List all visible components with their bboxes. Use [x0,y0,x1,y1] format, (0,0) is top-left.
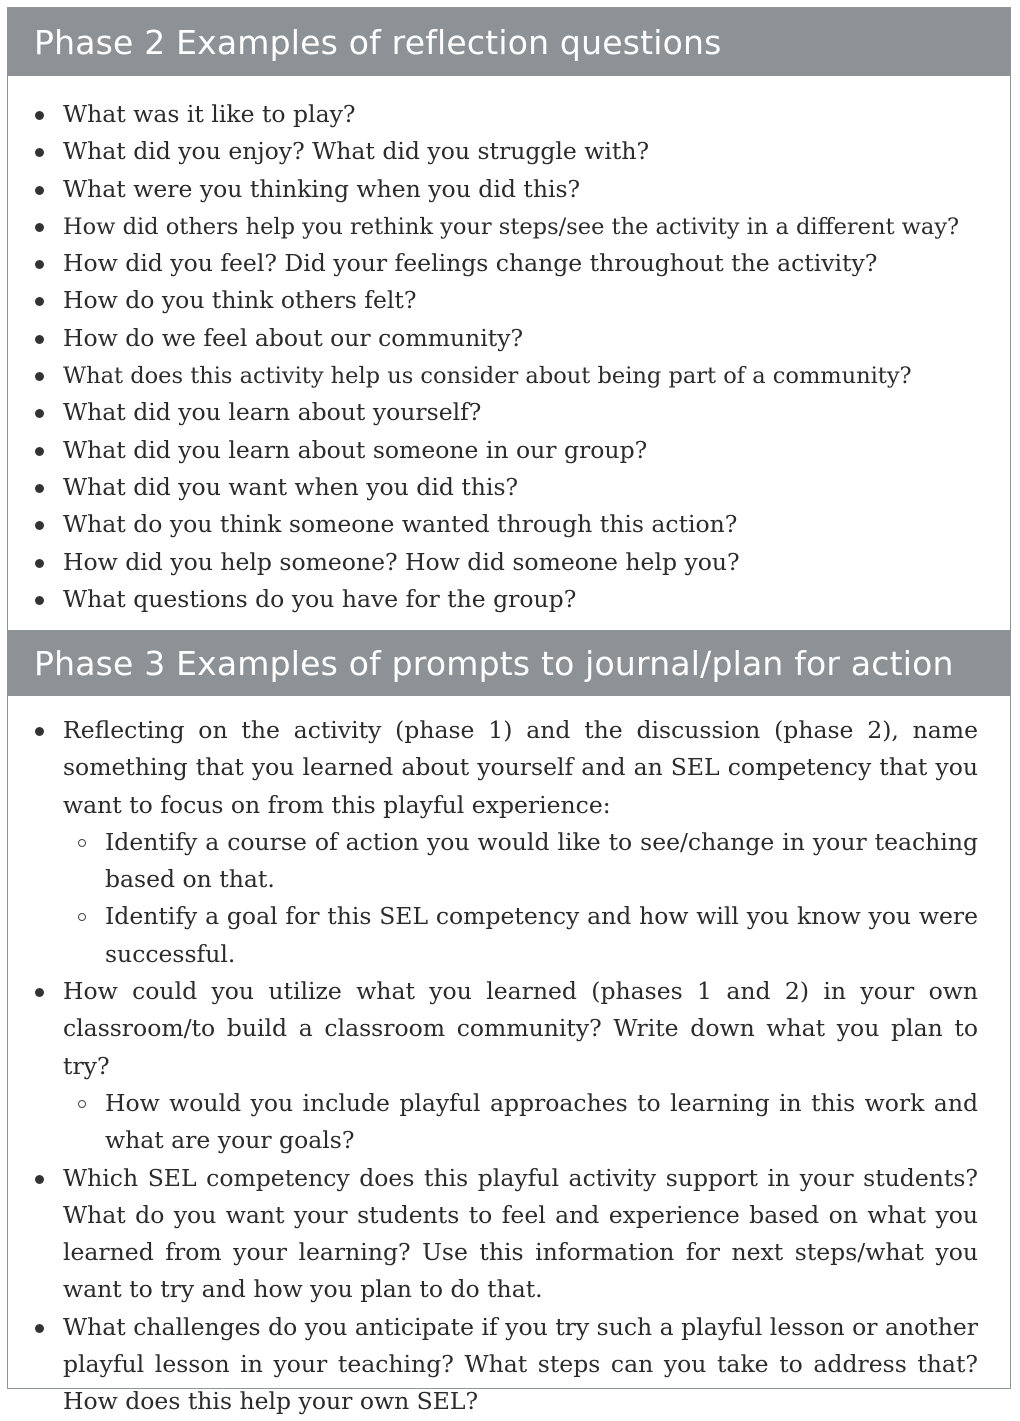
list-item [8,208,1010,245]
question-text: How did others help you rethink your steps/see the activity in a different way? [63,213,960,240]
bullet-icon [35,559,44,568]
bullet-icon [35,372,44,381]
question-text: What did you learn about yourself? [63,398,482,427]
phase3-prompt-list [8,712,1010,1421]
sub-prompt-text: Identify a course of action you would like to see/change in your teaching based on that. [105,827,978,894]
reflection-table [7,7,1011,1416]
bullet-icon [35,447,44,456]
prompt-text: Which SEL competency does this playful activity support in your students? What do you want your students to feel and experience based on what you learned from your learning? Use this information for next steps/what you want to try and how you plan to do that. [63,1163,978,1304]
circle-bullet-icon [78,839,86,847]
question-text: What did you want when you did this? [63,472,519,501]
bullet-icon [35,988,44,997]
list-item [8,1309,1010,1421]
bullet-icon [35,409,44,418]
sub-list [63,1085,978,1160]
sub-list-item [63,898,978,973]
list-item [8,544,1010,581]
list-item [8,96,1010,133]
list-item [8,973,1010,1159]
question-text: What did you learn about someone in our group? [63,435,648,464]
list-item [8,432,1010,469]
sub-list-item [63,1085,978,1160]
bullet-icon [35,148,44,157]
circle-bullet-icon [78,1100,86,1108]
list-item [8,320,1010,357]
prompt-text: Reflecting on the activity (phase 1) and the discussion (phase 2), name something that you learned about yourself and an SEL competency that you want to focus on from this playful experience: [63,716,978,819]
list-item [8,357,1010,394]
sub-list [63,824,978,973]
question-text: What was it like to play? [63,100,356,128]
list-item [8,394,1010,431]
list-item [8,282,1010,319]
bullet-icon [35,1175,44,1184]
phase2-heading: Phase 2 Examples of reflection questions [8,8,1010,76]
prompt-text: What challenges do you anticipate if you try such a playful lesson or another playful lesson in your teaching? What steps can you take to address that? How does this help your own SEL? [63,1312,978,1416]
question-text: What were you thinking when you did this? [63,174,581,203]
phase3-heading: Phase 3 Examples of prompts to journal/plan for action [8,630,1010,696]
bullet-icon [35,335,44,344]
bullet-icon [35,484,44,493]
list-item [8,133,1010,170]
question-text: What questions do you have for the group? [63,584,577,613]
sub-list-item [63,824,978,899]
question-text: What do you think someone wanted through this action? [63,510,738,539]
bullet-icon [35,596,44,605]
question-text: How do we feel about our community? [63,323,524,352]
list-item [8,171,1010,208]
bullet-icon [35,727,44,736]
bullet-icon [35,223,44,232]
question-text: How did you help someone? How did someone help you? [63,547,740,576]
bullet-icon [35,186,44,195]
question-text: What does this activity help us consider about being part of a community? [63,363,912,390]
list-item [8,245,1010,282]
list-item [8,506,1010,543]
list-item [8,1160,1010,1309]
sub-prompt-text: Identify a goal for this SEL competency and how will you know you were successful. [105,902,978,968]
bullet-icon [35,297,44,306]
list-item [8,581,1010,618]
bullet-icon [35,1324,44,1333]
bullet-icon [35,521,44,530]
prompt-text: How could you utilize what you learned (phases 1 and 2) in your own classroom/to build a classroom community? Write down what you plan to try? [63,977,978,1080]
question-text: How do you think others felt? [63,286,417,315]
sub-prompt-text: How would you include playful approaches to learning in this work and what are your goals? [105,1088,978,1155]
bullet-icon [35,260,44,269]
phase2-question-list [8,96,1010,618]
bullet-icon [35,111,44,120]
list-item [8,712,1010,973]
question-text: How did you feel? Did your feelings change throughout the activity? [63,249,878,278]
question-text: What did you enjoy? What did you struggle with? [63,137,650,166]
circle-bullet-icon [78,913,86,921]
list-item [8,469,1010,506]
